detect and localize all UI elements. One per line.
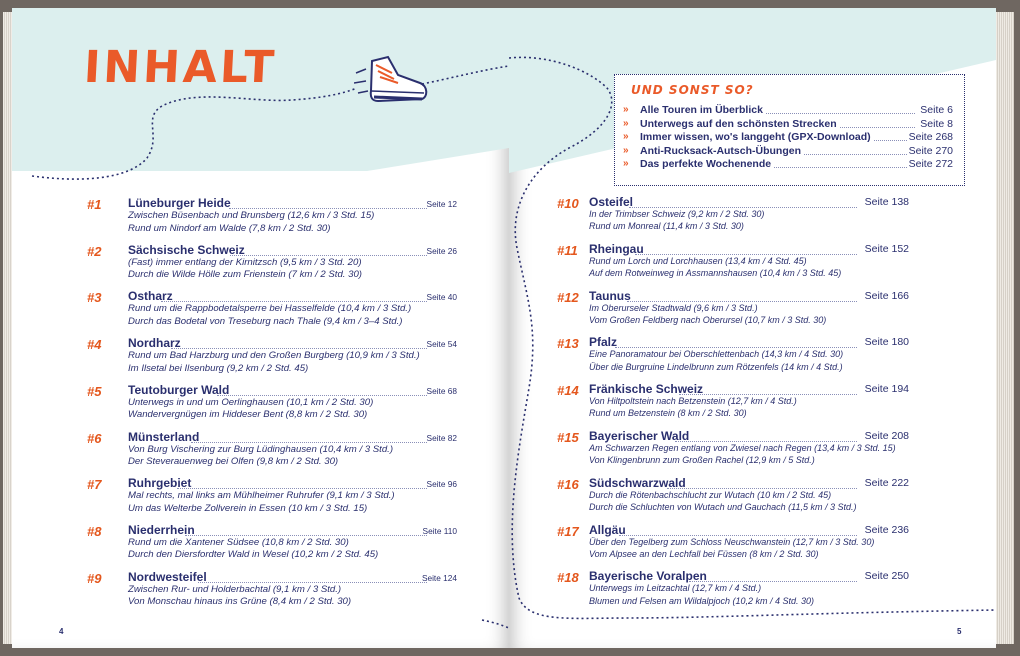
tour-number: #18 <box>557 570 579 586</box>
tour-page-ref: Seite 12 <box>426 199 457 209</box>
tour-number: #8 <box>87 523 102 539</box>
route-description: Rund um Nindorf am Walde (7,8 km / 2 Std. 30) <box>128 222 331 234</box>
dot-leader <box>171 348 427 349</box>
tour-region-name: Südschwarzwald <box>589 475 686 490</box>
route-description: Zwischen Büsenbach und Brunsberg (12,6 km / 3 Std. 15) <box>128 210 375 221</box>
extras-item-page: Seite 8 <box>920 117 953 130</box>
dot-leader <box>619 535 857 536</box>
extras-item[interactable] <box>623 118 953 131</box>
right-page <box>509 8 996 648</box>
route-description: Im Ilsetal bei Ilsenburg (9,2 km / 2 Std. 45) <box>128 362 309 374</box>
route-description: Mal rechts, mal links am Mühlheimer Ruhrufer (9,1 km / 3 Std.) <box>128 490 395 502</box>
tour-page-ref: Seite 222 <box>864 476 909 489</box>
tour-number: #11 <box>557 242 578 258</box>
extras-item-label: Unterwegs auf den schönsten Strecken <box>640 117 837 130</box>
dot-leader <box>191 442 427 443</box>
extras-heading: UND SONST SO? <box>631 83 754 97</box>
route-description: Rund um Bad Harzburg und den Großen Burgberg (10,9 km / 3 Std.) <box>128 350 420 362</box>
tour-region-name: Münsterland <box>128 429 200 444</box>
tour-page-ref: Seite 110 <box>422 525 457 536</box>
book-page-edges-left <box>3 12 12 644</box>
route-description: Durch die Rötenbachschlucht zur Wutach (10 km / 2 Std. 45) <box>589 489 832 500</box>
dot-leader <box>679 394 857 395</box>
tour-page-ref: Seite 68 <box>426 385 457 396</box>
tour-region-name: Osteifel <box>589 195 634 209</box>
tour-page-ref: Seite 40 <box>426 292 457 303</box>
tour-region-name: Pfalz <box>589 335 618 350</box>
dot-leader <box>185 535 427 536</box>
tour-number: #13 <box>557 336 579 352</box>
extras-item-label: Alle Touren im Überblick <box>640 104 763 116</box>
hiking-boot-icon <box>354 53 434 109</box>
dot-leader <box>615 347 857 348</box>
tour-region-name: Taunus <box>589 288 631 303</box>
extras-box <box>614 74 965 186</box>
book-page-edges-right <box>996 12 1014 644</box>
tour-number: #7 <box>87 477 102 493</box>
route-description: Über die Burgruine Lindelbrunn zum Rötzenfels (14 km / 4 Std.) <box>589 361 843 372</box>
route-description: Eine Panoramatour bei Oberschlettenbach (14,3 km / 4 Std. 30) <box>589 349 844 360</box>
double-chevron-icon: » <box>623 158 629 169</box>
extras-item-page: Seite 270 <box>908 144 953 157</box>
route-description: Von Klingenbrunn zum Großen Rachel (12,9 km / 5 Std.) <box>589 455 815 466</box>
tour-number: #10 <box>557 196 579 211</box>
tour-region-name: Bayerische Voralpen <box>589 569 707 584</box>
tour-page-ref: Seite 180 <box>864 336 909 349</box>
route-description: Rund um die Rappbodetalsperre bei Hasselfelde (10,4 km / 3 Std.) <box>128 303 412 315</box>
tour-page-ref: Seite 138 <box>864 196 909 208</box>
tour-region-name: Nordwesteifel <box>128 569 207 584</box>
tour-region-name: Ruhrgebiet <box>128 476 192 491</box>
tour-page-ref: Seite 166 <box>864 289 909 302</box>
tour-number: #3 <box>87 290 102 306</box>
dot-leader <box>629 207 857 208</box>
route-description: Im Oberurseler Stadtwald (9,6 km / 3 Std.) <box>589 302 758 313</box>
tour-number: #12 <box>557 289 579 305</box>
tour-region-name: Ostharz <box>128 289 173 304</box>
tour-region-name: Nordharz <box>128 336 181 351</box>
dot-leader <box>198 582 427 583</box>
tour-number: #5 <box>87 383 102 399</box>
tour-page-ref: Seite 26 <box>426 245 457 256</box>
tour-region-name: Teutoburger Wald <box>128 382 230 397</box>
extras-item[interactable] <box>623 158 953 171</box>
page-number-left: 4 <box>59 627 64 636</box>
route-description: Durch den Diersfordter Wald in Wesel (10,2 km / 2 Std. 45) <box>128 549 379 561</box>
tour-page-ref: Seite 152 <box>864 242 909 255</box>
route-description: Wandervergnügen im Hiddeser Bent (8,8 km / 2 Std. 30) <box>128 409 368 421</box>
double-chevron-icon: » <box>623 117 629 129</box>
tour-number: #17 <box>557 523 579 539</box>
dot-leader <box>675 441 857 442</box>
tour-number: #2 <box>87 243 102 259</box>
tour-number: #6 <box>87 430 102 446</box>
route-description: Durch die Wilde Hölle zum Frienstein (7 km / 2 Std. 30) <box>128 269 362 281</box>
tour-number: #4 <box>87 337 102 353</box>
tour-page-ref: Seite 194 <box>864 383 909 396</box>
tour-page-ref: Seite 96 <box>426 479 457 490</box>
route-description: Vom Großen Feldberg nach Oberursel (10,7 km / 3 Std. 30) <box>589 314 827 325</box>
route-description: Rund um Monreal (11,4 km / 3 Std. 30) <box>589 221 744 232</box>
route-description: Um das Welterbe Zollverein in Essen (10 km / 3 Std. 15) <box>128 502 368 514</box>
dot-leader <box>635 254 857 255</box>
dot-leader <box>689 581 857 582</box>
route-description: Von Monschau hinaus ins Grüne (8,4 km / 2 Std. 30) <box>128 596 352 608</box>
route-description: Zwischen Rur- und Holderbachtal (9,1 km / 3 Std.) <box>128 583 342 595</box>
extras-item-label: Anti-Rucksack-Autsch-Übungen <box>640 144 802 157</box>
page-number-right: 5 <box>957 627 962 636</box>
dot-leader <box>217 395 427 396</box>
double-chevron-icon: » <box>623 131 629 142</box>
tour-number: #14 <box>557 383 579 399</box>
tour-region-name: Allgäu <box>589 522 626 537</box>
route-description: Der Steverauenweg bei Olfen (9,8 km / 2 Std. 30) <box>128 456 339 467</box>
dot-leader <box>161 301 427 302</box>
dot-leader <box>177 488 427 489</box>
route-description: In der Trimbser Schweiz (9,2 km / 2 Std. 30) <box>589 209 765 219</box>
tour-region-name: Bayerischer Wald <box>589 429 690 443</box>
tour-region-name: Niederrhein <box>128 522 195 537</box>
tour-page-ref: Seite 124 <box>421 572 457 583</box>
extras-item[interactable] <box>623 145 953 158</box>
tour-number: #1 <box>87 197 102 212</box>
extras-item-page: Seite 268 <box>908 131 953 143</box>
route-description: Rund um die Xantener Südsee (10,8 km / 2 Std. 30) <box>128 536 349 548</box>
tour-page-ref: Seite 82 <box>426 432 457 443</box>
route-description: Vom Alpsee an den Lechfall bei Füssen (8 km / 2 Std. 30) <box>589 548 819 559</box>
dot-leader <box>667 488 857 489</box>
route-description: Rund um Betzenstein (8 km / 2 Std. 30) <box>589 408 747 419</box>
extras-item-label: Immer wissen, wo's langgeht (GPX-Download) <box>640 131 871 143</box>
extras-item-page: Seite 6 <box>920 104 953 116</box>
dot-leader <box>229 208 427 209</box>
left-page <box>12 8 509 648</box>
tour-region-name: Rheingau <box>589 241 644 256</box>
route-description: Rund um Lorch und Lorchhausen (13,4 km / 4 Std. 45) <box>589 255 807 266</box>
route-description: Am Schwarzen Regen entlang von Zwiesel nach Regen (13,4 km / 3 Std. 15) <box>589 443 896 453</box>
extras-item[interactable] <box>623 104 953 117</box>
route-description: Über den Tegelberg zum Schloss Neuschwanstein (12,7 km / 3 Std. 30) <box>589 536 875 547</box>
route-description: Unterwegs im Leitzachtal (12,7 km / 4 Std.) <box>589 583 762 594</box>
double-chevron-icon: » <box>623 104 629 115</box>
route-description: Von Burg Vischering zur Burg Lüdinghausen (10,4 km / 3 Std.) <box>128 443 394 455</box>
page-title: INHALT <box>82 42 279 93</box>
route-description: Von Hiltpoltstein nach Betzenstein (12,7 km / 4 Std.) <box>589 396 797 407</box>
route-description: Unterwegs in und um Oerlinghausen (10,1 km / 2 Std. 30) <box>128 396 374 408</box>
tour-number: #15 <box>557 430 579 445</box>
extras-item[interactable] <box>623 131 953 144</box>
dot-leader <box>627 301 857 302</box>
extras-item-label: Das perfekte Wochenende <box>640 158 772 170</box>
tour-page-ref: Seite 208 <box>864 430 909 442</box>
tour-page-ref: Seite 250 <box>864 570 909 583</box>
tour-page-ref: Seite 54 <box>426 339 457 350</box>
tour-region-name: Fränkische Schweiz <box>589 382 704 397</box>
tour-number: #9 <box>87 570 102 586</box>
route-description: Auf dem Rotweinweg in Assmannshausen (10,4 km / 3 Std. 45) <box>589 268 842 279</box>
route-description: Blumen und Felsen am Wildalpjoch (10,2 km / 4 Std. 30) <box>589 595 815 606</box>
route-description: (Fast) immer entlang der Kirnitzsch (9,5 km / 3 Std. 20) <box>128 256 362 268</box>
dot-leader <box>230 255 427 256</box>
extras-item-page: Seite 272 <box>908 158 953 170</box>
tour-region-name: Sächsische Schweiz <box>128 242 245 257</box>
route-description: Durch das Bodetal von Treseburg nach Thale (9,4 km / 3–4 Std.) <box>128 315 403 327</box>
double-chevron-icon: » <box>623 144 629 156</box>
tour-number: #16 <box>557 476 579 492</box>
tour-page-ref: Seite 236 <box>864 523 909 536</box>
route-description: Durch die Schluchten von Wutach und Gauchach (11,5 km / 3 Std.) <box>589 502 857 513</box>
tour-region-name: Lüneburger Heide <box>128 196 231 210</box>
